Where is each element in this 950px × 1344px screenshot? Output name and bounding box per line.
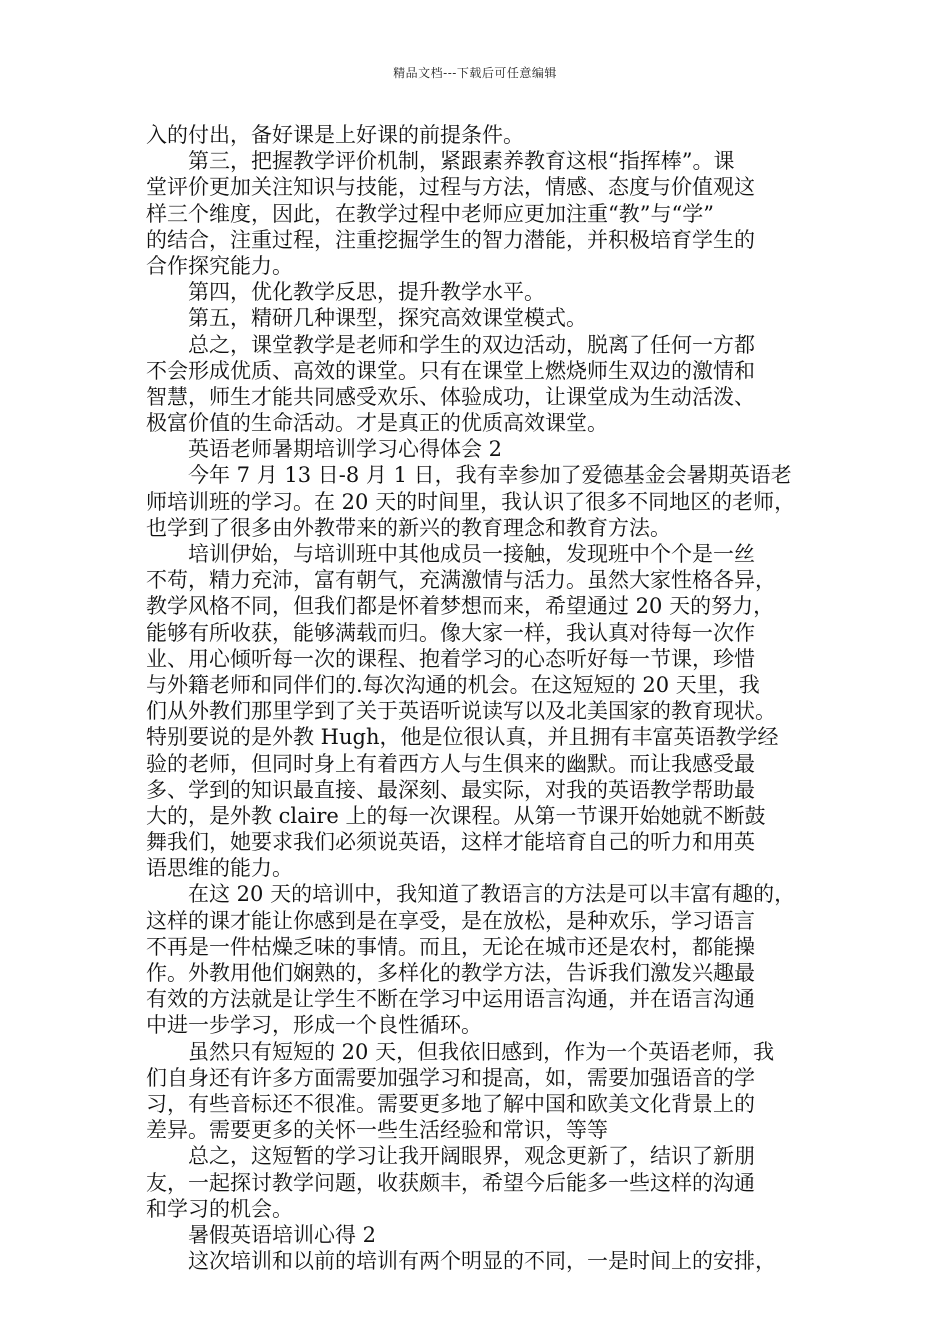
text-line: 暑假英语培训心得 2 (188, 1222, 377, 1247)
text-line: 特别要说的是外教 Hugh，他是位很认真，并且拥有丰富英语教学经 (146, 725, 779, 750)
text-line: 入的付出，备好课是上好课的前提条件。 (146, 123, 524, 147)
text-line: 验的老师，但同时身上有着西方人与生俱来的幽默。而让我感受最 (146, 751, 755, 776)
text-line: 虽然只有短短的 20 天，但我依旧感到，作为一个英语老师，我 (188, 1039, 775, 1064)
text-line: 差异。需要更多的关怀一些生活经验和常识，等等 (146, 1118, 608, 1143)
text-line: 的结合，注重过程，注重挖掘学生的智力潜能，并积极培育学生的 (146, 227, 755, 252)
text-line: 第四，优化教学反思，提升教学水平。 (188, 280, 545, 305)
document-body (146, 122, 826, 1274)
text-line: 合作探究能力。 (146, 253, 293, 278)
text-line: 中进一步学习，形成一个良性循环。 (146, 1013, 482, 1038)
text-line: 们自身还有许多方面需要加强学习和提高，如，需要加强语音的学 (146, 1065, 755, 1090)
text-line: 习，有些音标还不很准。需要更多地了解中国和欧美文化背景上的 (146, 1091, 755, 1116)
text-line: 师培训班的学习。在 20 天的时间里，我认识了很多不同地区的老师， (146, 489, 796, 514)
text-line: 能够有所收获，能够满载而归。像大家一样，我认真对待每一次作 (146, 620, 755, 645)
page-header: 精品文档---下载后可任意编辑 (393, 66, 557, 80)
text-line: 培训伊始，与培训班中其他成员一接触，发现班中个个是一丝 (188, 542, 755, 566)
text-line: 和学习的机会。 (146, 1196, 293, 1221)
text-line: 教学风格不同，但我们都是怀着梦想而来，希望通过 20 天的努力， (146, 594, 775, 619)
text-line: 英语老师暑期培训学习心得体会 2 (188, 437, 503, 462)
text-line: 也学到了很多由外教带来的新兴的教育理念和教育方法。 (146, 515, 671, 540)
text-line: 作。外教用他们娴熟的，多样化的教学方法，告诉我们激发兴趣最 (146, 961, 755, 985)
text-line: 不再是一件枯燥乏味的事情。而且，无论在城市还是农村，都能操 (146, 934, 755, 959)
text-line: 业、用心倾听每一次的课程、抱着学习的心态听好每一节课，珍惜 (146, 646, 755, 671)
text-line: 们从外教们那里学到了关于英语听说读写以及北美国家的教育现状。 (146, 699, 776, 724)
text-line: 总之，课堂教学是老师和学生的双边活动，脱离了任何一方都 (188, 332, 755, 357)
text-line: 不会形成优质、高效的课堂。只有在课堂上燃烧师生双边的激情和 (146, 358, 755, 383)
text-line: 第三，把握教学评价机制，紧跟素养教育这根“指挥棒”。课 (188, 149, 735, 174)
text-line: 语思维的能力。 (146, 856, 293, 881)
text-line: 极富价值的生命活动。才是真正的优质高效课堂。 (146, 411, 608, 436)
text-line: 大的，是外教 claire 上的每一次课程。从第一节课开始她就不断鼓 (146, 803, 766, 828)
text-line: 在这 20 天的培训中，我知道了教语言的方法是可以丰富有趣的， (188, 882, 796, 907)
text-line: 舞我们，她要求我们必须说英语，这样才能培育自己的听力和用英 (146, 830, 755, 855)
text-line: 今年 7 月 13 日-8 月 1 日，我有幸参加了爱德基金会暑期英语老 (188, 463, 792, 488)
text-line: 这样的课才能让你感到是在享受，是在放松，是种欢乐，学习语言 (146, 908, 755, 933)
text-line: 智慧，师生才能共同感受欢乐、体验成功，让课堂成为生动活泼、 (146, 384, 755, 409)
text-line: 堂评价更加关注知识与技能，过程与方法，情感、态度与价值观这 (146, 175, 755, 200)
text-line: 第五，精研几种课型，探究高效课堂模式。 (188, 306, 587, 331)
text-line: 这次培训和以前的培训有两个明显的不同，一是时间上的安排， (188, 1249, 776, 1274)
text-line: 与外籍老师和同伴们的.每次沟通的机会。在这短短的 20 天里，我 (146, 672, 760, 697)
text-line: 有效的方法就是让学生不断在学习中运用语言沟通，并在语言沟通 (146, 987, 755, 1012)
text-line: 友，一起探讨教学问题，收获颇丰，希望今后能多一些这样的沟通 (146, 1170, 755, 1195)
text-line: 总之，这短暂的学习让我开阔眼界，观念更新了，结识了新朋 (188, 1144, 755, 1169)
text-line: 多、学到的知识最直接、最深刻、最实际，对我的英语教学帮助最 (146, 777, 755, 802)
text-line: 不苟，精力充沛，富有朝气，充满激情与活力。虽然大家性格各异， (146, 568, 776, 593)
text-line: 样三个维度，因此，在教学过程中老师应更加注重“教”与“学” (146, 201, 714, 226)
